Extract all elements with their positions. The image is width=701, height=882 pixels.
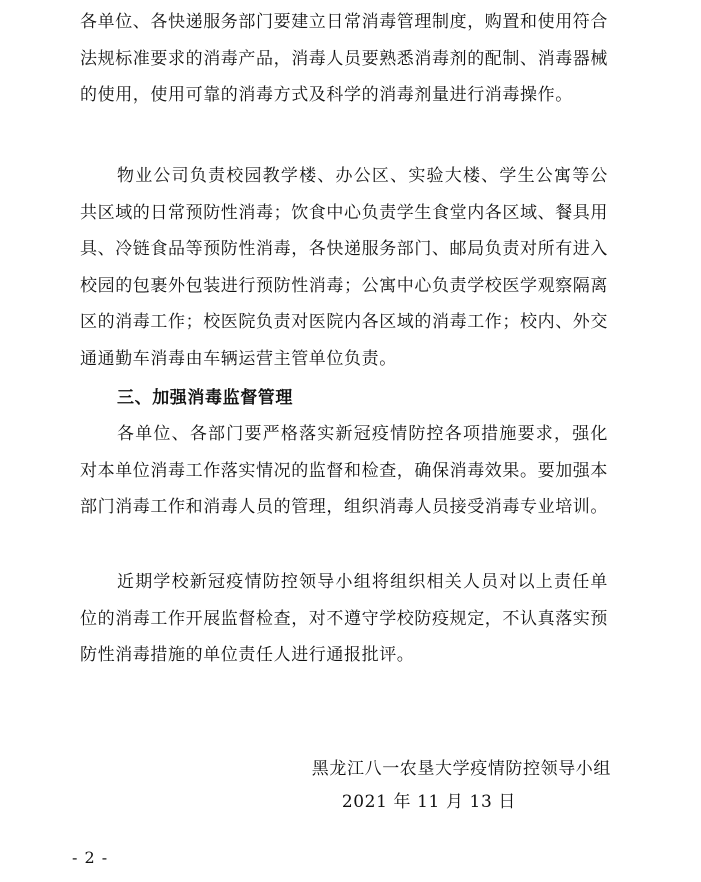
paragraph-1: 各单位、各快递服务部门要建立日常消毒管理制度，购置和使用符合法规标准要求的消毒产品，消毒人员要熟悉消毒剂的配制、消毒器械的使用，使用可靠的消毒方式及科学的消毒剂量进行消毒操作。 — [80, 12, 608, 105]
paragraph-4: 近期学校新冠疫情防控领导小组将组织相关人员对以上责任单位的消毒工作开展监督检查，对不遵守学校防疫规定，不认真落实预防性消毒措施的单位责任人进行通报批评。 — [80, 572, 608, 665]
signature-organization: 黑龙江八一农垦大学疫情防控领导小组 — [311, 759, 611, 779]
page-number: - 2 - — [72, 848, 109, 867]
paragraph-2: 物业公司负责校园教学楼、办公区、实验大楼、学生公寓等公共区域的日常预防性消毒；饮食中心负责学生食堂内各区域、餐具用具、冷链食品等预防性消毒，各快递服务部门、邮局负责对所有进入校园的包裹外包装进行预防性消毒；公寓中心负责学校医学观察隔离区的消毒工作；校医院负责对医院内各区域的消毒工作；校内、外交通通勤车消毒由车辆运营主管单位负责。 — [80, 166, 608, 369]
paragraph-3: 各单位、各部门要严格落实新冠疫情防控各项措施要求，强化对本单位消毒工作落实情况的监督和检查，确保消毒效果。要加强本部门消毒工作和消毒人员的管理，组织消毒人员接受消毒专业培训。 — [80, 424, 608, 517]
section-heading: 三、加强消毒监督管理 — [117, 388, 293, 408]
signature-date: 2021 年 11 月 13 日 — [341, 792, 516, 812]
